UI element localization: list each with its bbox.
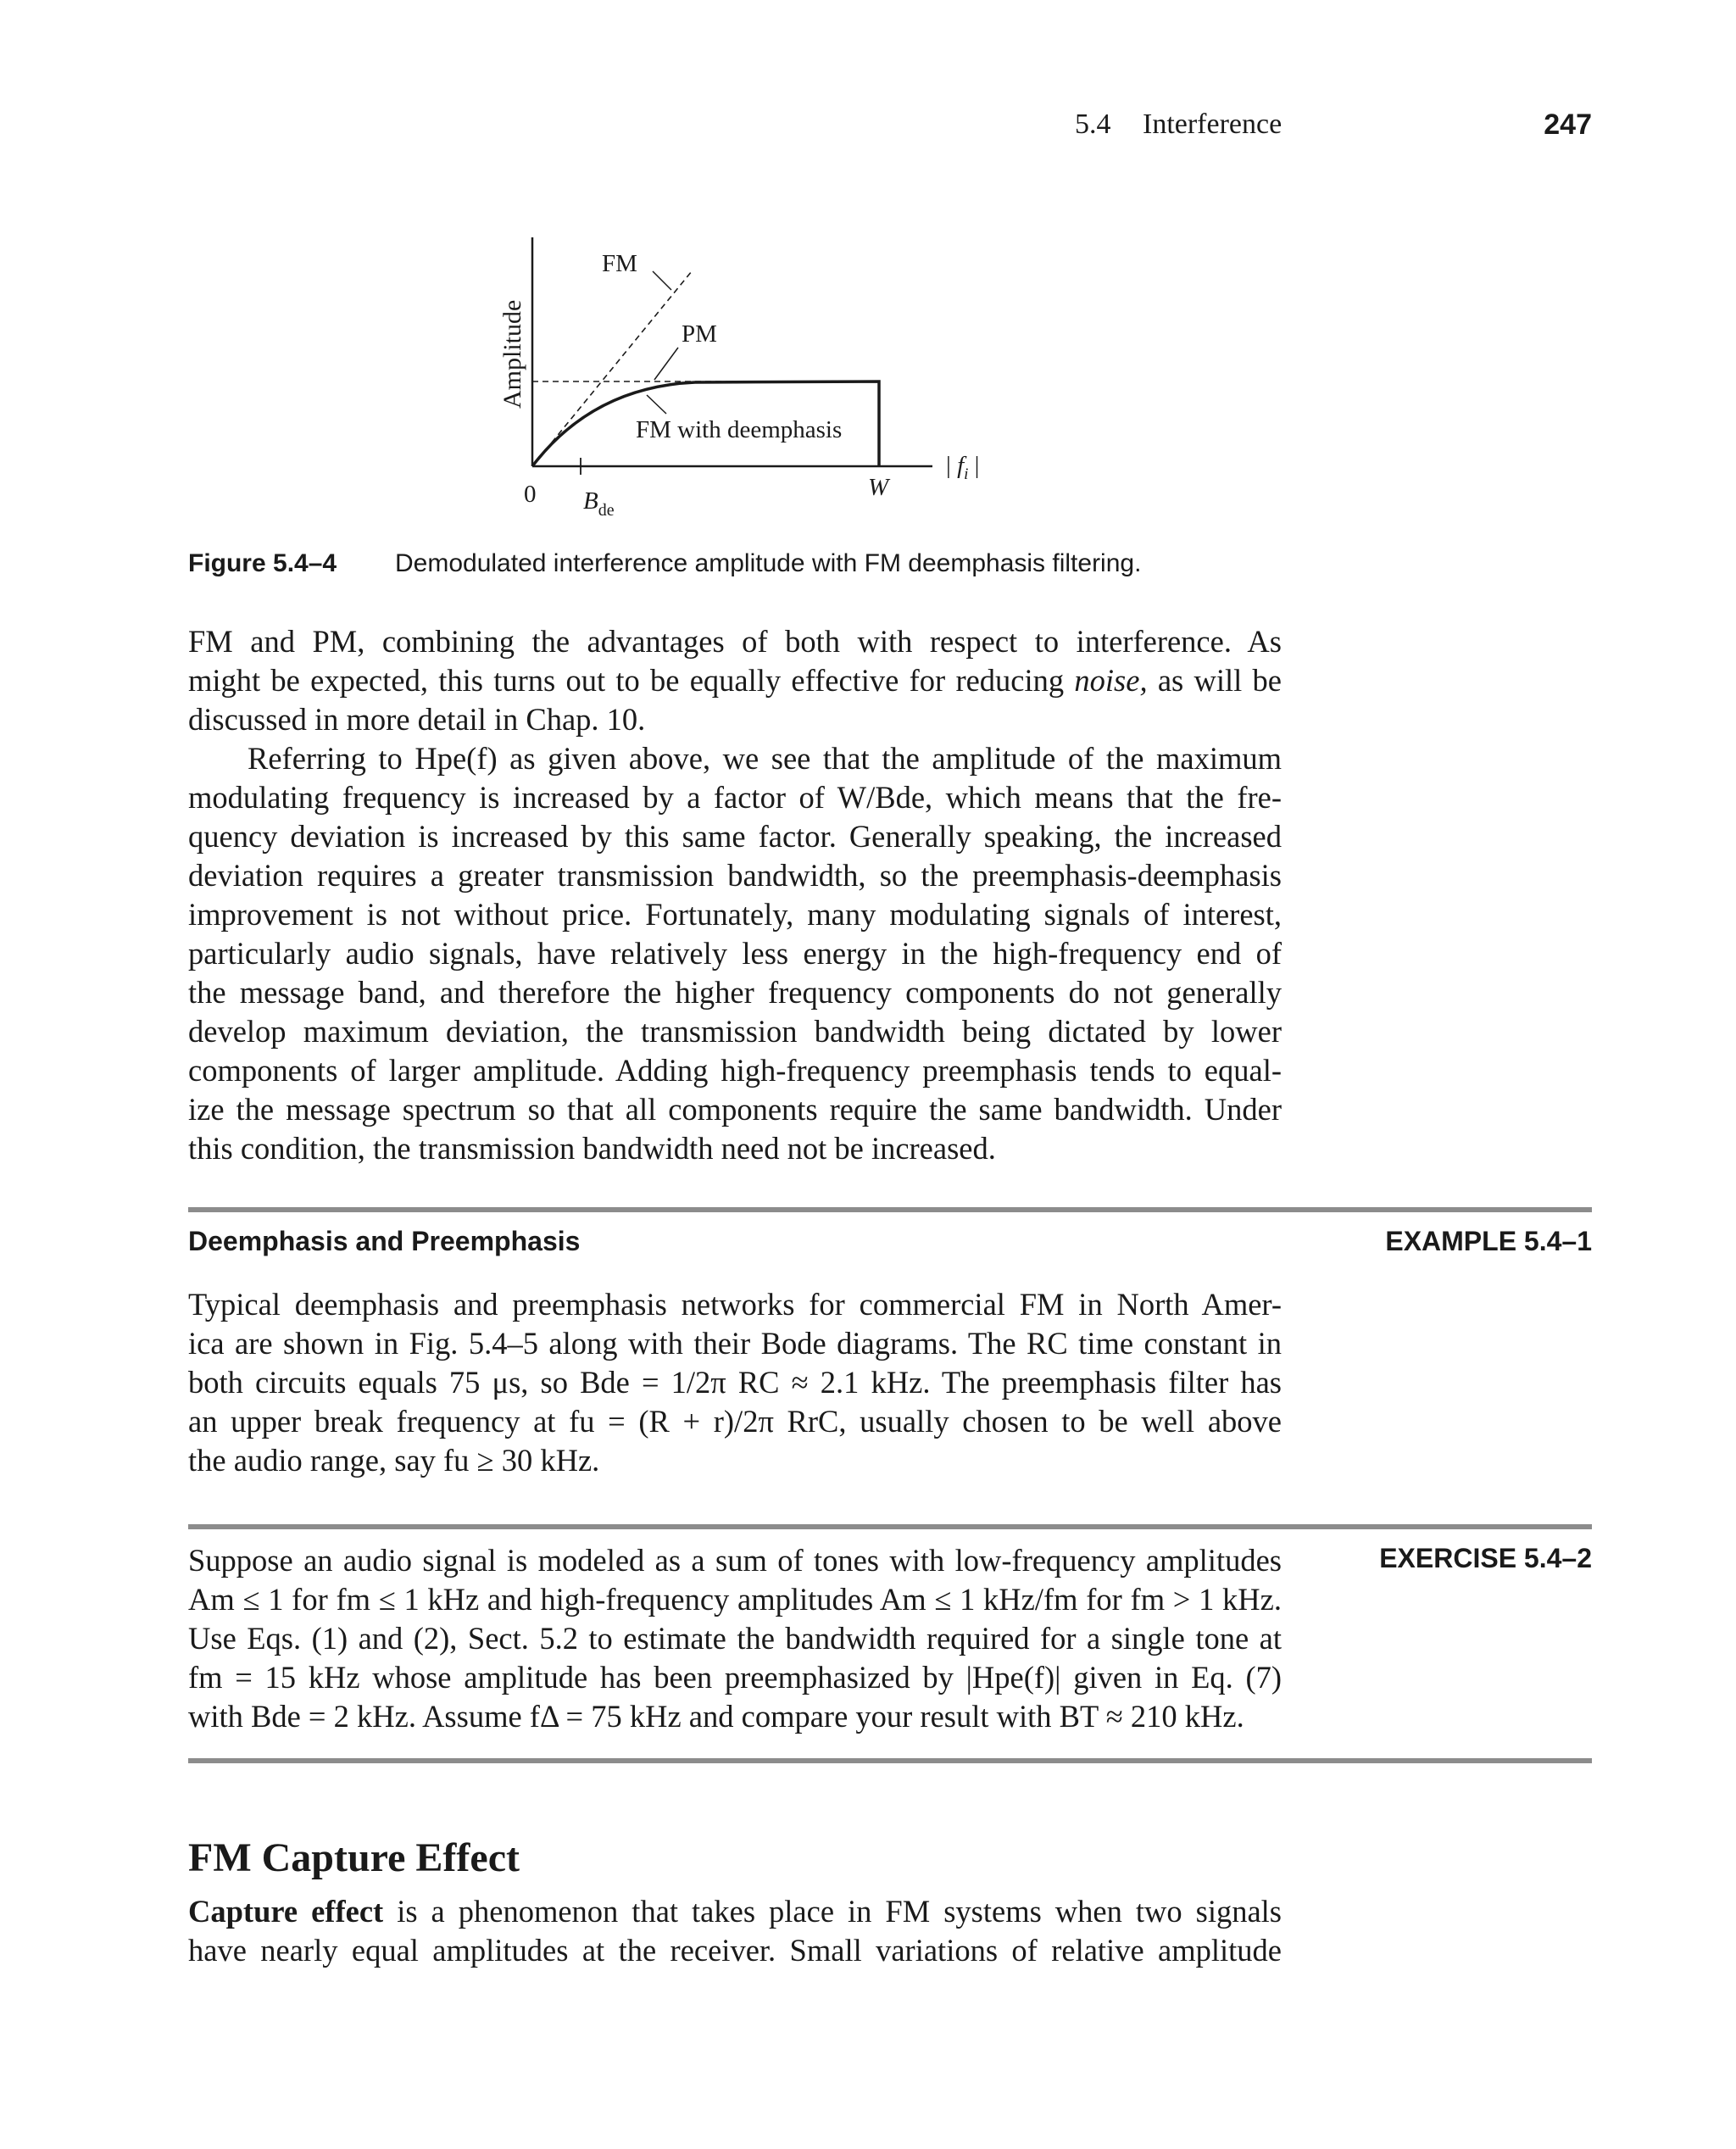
text-line: discussed in more detail in Chap. 10. — [188, 702, 646, 737]
pm-leader — [654, 348, 678, 380]
text-line: components of larger amplitude. Adding high-frequency preemphasis tends to equal- — [188, 1053, 1282, 1088]
origin-label: 0 — [524, 481, 537, 508]
bold-term: Capture effect — [188, 1894, 384, 1929]
y-axis-label: Amplitude — [498, 299, 526, 409]
text-line: Typical deemphasis and preemphasis networks for commercial FM in North Amer- — [188, 1287, 1282, 1322]
pm-label: PM — [682, 320, 717, 348]
page-number: 247 — [1544, 109, 1592, 141]
interference-amplitude-plot — [475, 229, 1017, 534]
exercise-bottom-rule — [188, 1758, 1592, 1763]
text-line: improvement is not without price. Fortunately, many modulating signals of interest, — [188, 897, 1282, 932]
text-line: modulating frequency is increased by a factor of W/Bde, which means that the fre- — [188, 780, 1282, 815]
deemph-leader — [647, 395, 666, 414]
text-line: Referring to Hpe(f) as given above, we see that the amplitude of the maximum — [248, 741, 1282, 776]
fm-deemphasis-label: FM with deemphasis — [636, 416, 843, 443]
text-line: this condition, the transmission bandwidth need not be increased. — [188, 1131, 996, 1166]
body-paragraph-1 — [188, 622, 1282, 739]
text-line: ica are shown in Fig. 5.4–5 along with their Bode diagrams. The RC time constant in — [188, 1326, 1282, 1361]
text-line: Suppose an audio signal is modeled as a sum of tones with low-frequency amplitudes — [188, 1543, 1282, 1578]
exercise-label: EXERCISE 5.4–2 — [1379, 1543, 1592, 1573]
text-line: develop maximum deviation, the transmission bandwidth being dictated by lower — [188, 1014, 1282, 1049]
text-line: the message band, and therefore the higher frequency components do not generally — [188, 975, 1282, 1010]
fm-label: FM — [602, 250, 637, 277]
x-axis-label: | $f_i$ | — [946, 452, 980, 483]
running-header — [1075, 109, 1592, 149]
example-label: EXAMPLE 5.4–1 — [1385, 1226, 1592, 1256]
text-line: Capture effect is a phenomenon that takes place in FM systems when two signals — [188, 1894, 1283, 1929]
example-top-rule — [188, 1207, 1592, 1212]
section-paragraph — [188, 1892, 1282, 1970]
section-title: Interference — [1143, 109, 1283, 140]
text-line: might be expected, this turns out to be equally effective for reducing noise, as will be — [188, 663, 1282, 698]
figure-caption-label: Figure 5.4–4 — [188, 549, 337, 577]
text-line: both circuits equals 75 μs, so Bde = 1/2π RC ≈ 2.1 kHz. The preemphasis filter has — [188, 1365, 1282, 1400]
figure-caption — [188, 549, 1205, 587]
text-line: ize the message spectrum so that all components require the same bandwidth. Under — [188, 1092, 1282, 1127]
text-line: deviation requires a greater transmission bandwidth, so the preemphasis-deemphasis — [188, 858, 1282, 893]
bde-label: $B_{de}$ — [583, 487, 615, 520]
text-line: Am ≤ 1 for fm ≤ 1 kHz and high-frequency amplitudes Am ≤ 1 kHz/fm for fm > 1 kHz. — [188, 1582, 1282, 1617]
fm-leader — [653, 271, 671, 290]
example-text — [188, 1285, 1282, 1480]
text-line: with Bde = 2 kHz. Assume fΔ = 75 kHz and compare your result with BT ≈ 210 kHz. — [188, 1699, 1244, 1734]
text-line: fm = 15 kHz whose amplitude has been preemphasized by |Hpe(f)| given in Eq. (7) — [188, 1660, 1282, 1695]
text-line: quency deviation is increased by this same factor. Generally speaking, the increased — [188, 819, 1282, 854]
text-line: Use Eqs. (1) and (2), Sect. 5.2 to estimate the bandwidth required for a single tone at — [188, 1621, 1282, 1656]
text-line: FM and PM, combining the advantages of both with respect to interference. As — [188, 624, 1282, 659]
section-number: 5.4 — [1075, 109, 1111, 140]
exercise-text — [188, 1541, 1282, 1736]
text-line: have nearly equal amplitudes at the receiver. Small variations of relative amplitude — [188, 1933, 1282, 1968]
figure-5-4-4 — [475, 229, 1017, 534]
section-heading: FM Capture Effect — [188, 1835, 520, 1880]
body-paragraph-2 — [188, 739, 1282, 1168]
example-title: Deemphasis and Preemphasis — [188, 1226, 581, 1256]
w-label: W — [868, 474, 889, 501]
text-line: the audio range, say fu ≥ 30 kHz. — [188, 1443, 600, 1478]
figure-caption-text: Demodulated interference amplitude with FM deemphasis filtering. — [395, 549, 1142, 577]
text-line: an upper break frequency at fu = (R + r)/2π RrC, usually chosen to be well above — [188, 1404, 1282, 1439]
exercise-top-rule — [188, 1524, 1592, 1529]
text-line: particularly audio signals, have relatively less energy in the high-frequency end of — [188, 936, 1282, 971]
